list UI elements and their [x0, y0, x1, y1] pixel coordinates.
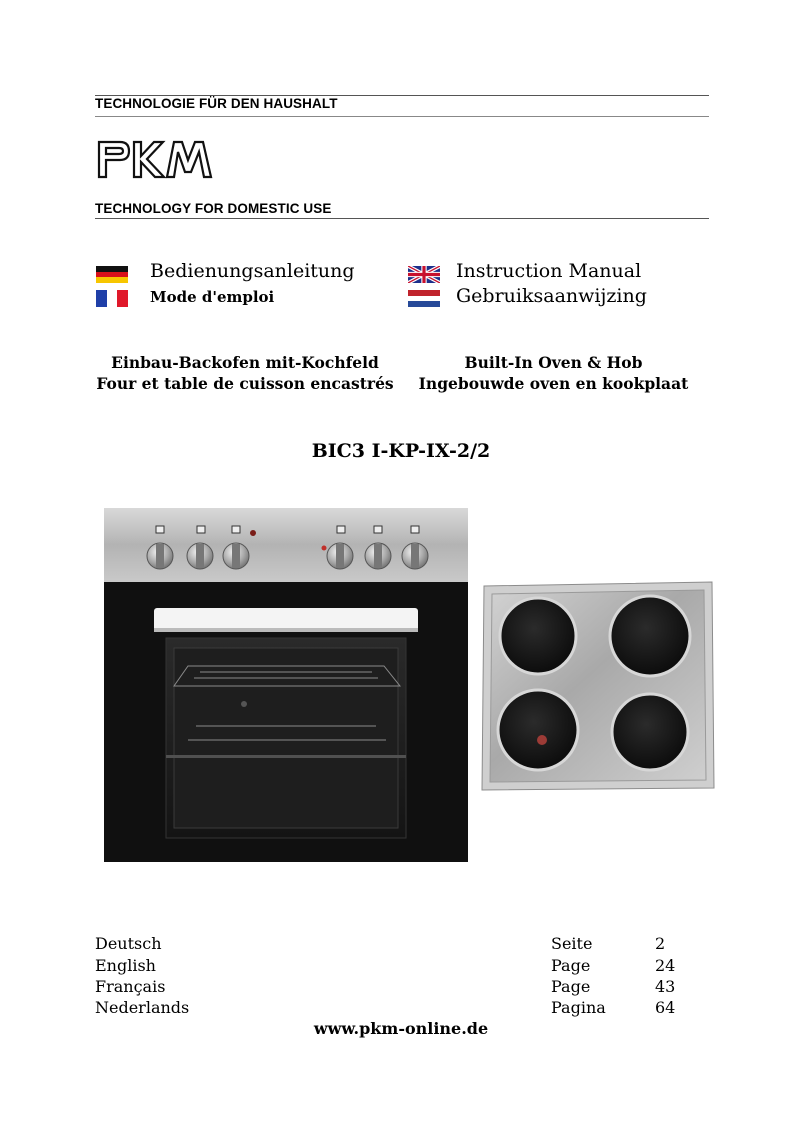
dutch-title: Gebruiksaanwijzing [456, 285, 647, 307]
toc-language: Nederlands [95, 998, 190, 1017]
description-english: Built-In Oven & Hob [464, 353, 643, 372]
toc-page: 64 [655, 998, 676, 1017]
description-french: Four et table de cuisson encastrés [96, 374, 394, 393]
tagline-rule [95, 218, 709, 219]
pkm-logo [96, 138, 218, 180]
french-flag-icon [96, 290, 128, 307]
tagline-german: TECHNOLOGIE FÜR DEN HAUSHALT [95, 96, 338, 111]
toc-label: Seite [551, 934, 593, 953]
english-title: Instruction Manual [456, 260, 642, 282]
hob-illustration [480, 580, 716, 792]
top-rule [95, 95, 709, 96]
french-title: Mode d'emploi [150, 288, 275, 306]
toc-language: English [95, 956, 156, 975]
website-link[interactable]: www.pkm-online.de [313, 1019, 489, 1038]
model-number: BIC3 I-KP-IX-2/2 [311, 440, 491, 462]
uk-flag-icon [408, 266, 440, 283]
toc-label: Pagina [551, 998, 606, 1017]
oven-illustration [104, 508, 468, 862]
tagline-english: TECHNOLOGY FOR DOMESTIC USE [95, 201, 332, 216]
toc-language: Français [95, 977, 166, 996]
dutch-flag-icon [408, 290, 440, 307]
toc-label: Page [551, 956, 591, 975]
description-german: Einbau-Backofen mit-Kochfeld [111, 353, 379, 372]
toc-page: 2 [655, 934, 666, 953]
header-rule [95, 116, 709, 117]
toc-page: 43 [655, 977, 676, 996]
german-title: Bedienungsanleitung [150, 260, 355, 282]
german-flag-icon [96, 266, 128, 283]
description-dutch: Ingebouwde oven en kookplaat [418, 374, 689, 393]
toc-label: Page [551, 977, 591, 996]
toc-page: 24 [655, 956, 676, 975]
toc-language: Deutsch [95, 934, 162, 953]
